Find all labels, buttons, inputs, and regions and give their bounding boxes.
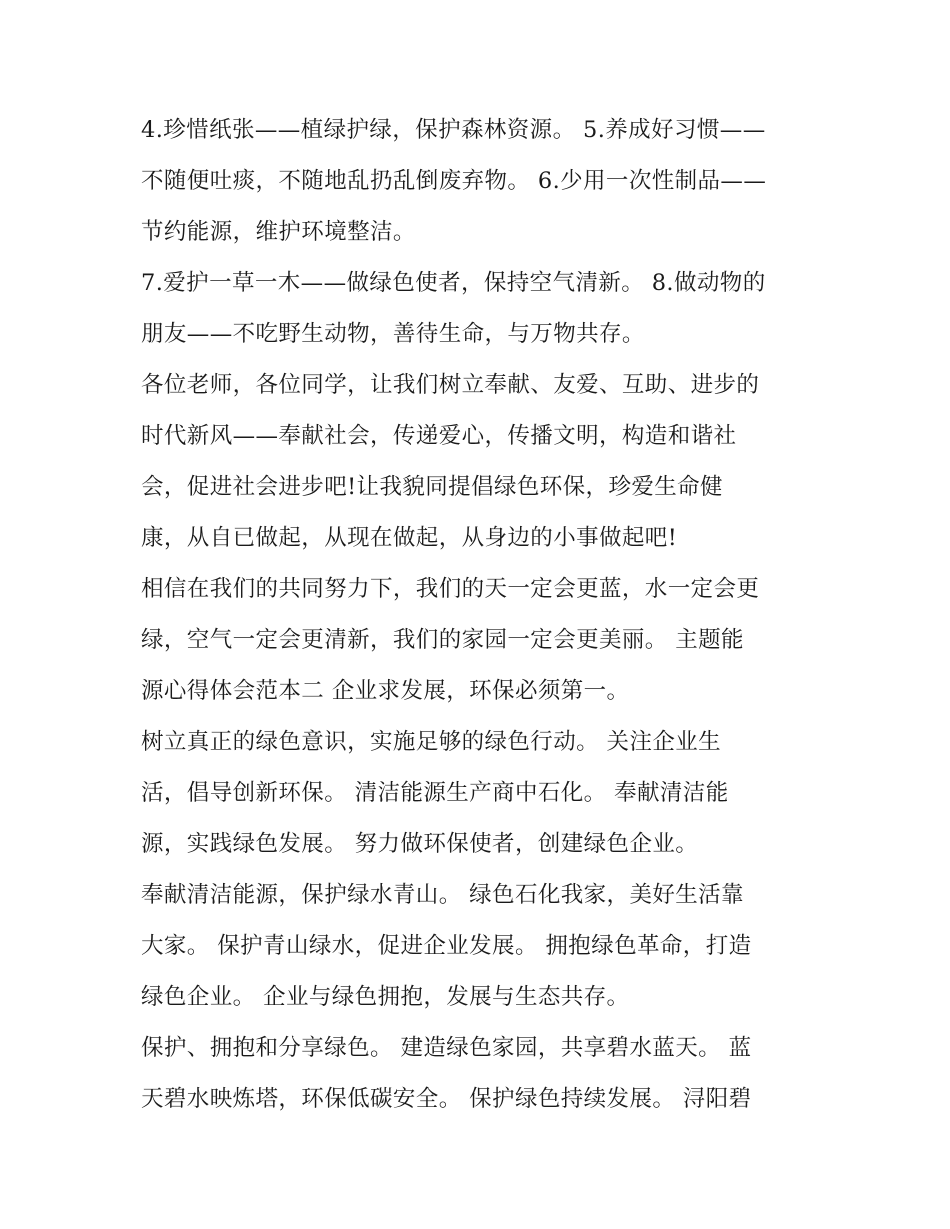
text-line: 保护、拥抱和分享绿色。 建造绿色家园，共享碧水蓝天。 蓝 — [141, 1035, 752, 1061]
text-line: 天碧水映炼塔，环保低碳安全。 保护绿色持续发展。 浔阳碧 — [141, 1086, 752, 1112]
paragraph-3 — [141, 360, 821, 564]
text-line: 相信在我们的共同努力下，我们的天一定会更蓝，水一定会更 — [141, 576, 760, 602]
text-line: 各位老师，各位同学，让我们树立奉献、友爱、互助、进步的 — [141, 372, 760, 398]
text-line: 绿色企业。 企业与绿色拥抱，发展与生态共存。 — [141, 984, 630, 1010]
text-line: 不随便吐痰，不随地乱扔乱倒废弃物。 6.少用一次性制品—— — [141, 168, 767, 194]
text-line: 奉献清洁能源，保护绿水青山。 绿色石化我家，美好生活靠 — [141, 882, 744, 908]
text-line: 会，促进社会进步吧!让我貌同提倡绿色环保，珍爱生命健 — [141, 474, 723, 500]
text-line: 时代新风——奉献社会，传递爱心，传播文明，构造和谐社 — [141, 423, 737, 449]
text-line: 4.珍惜纸张——植绿护绿，保护森林资源。 5.养成好习惯—— — [141, 117, 766, 143]
text-line: 绿，空气一定会更清新，我们的家园一定会更美丽。 主题能 — [141, 627, 744, 653]
text-line: 节约能源，维护环境整洁。 — [141, 219, 416, 245]
paragraph-6 — [141, 870, 821, 1023]
text-line: 源心得体会范本二 企业求发展，环保必须第一。 — [141, 678, 630, 704]
text-line: 大家。 保护青山绿水，促进企业发展。 拥抱绿色革命，打造 — [141, 933, 752, 959]
paragraph-1 — [141, 105, 821, 258]
paragraph-4 — [141, 564, 821, 717]
text-line: 活，倡导创新环保。 清洁能源生产商中石化。 奉献清洁能 — [141, 780, 729, 806]
paragraph-7 — [141, 1023, 821, 1125]
text-line: 树立真正的绿色意识，实施足够的绿色行动。 关注企业生 — [141, 729, 722, 755]
text-line: 朋友——不吃野生动物，善待生命，与万物共存。 — [141, 321, 645, 347]
document-body — [141, 105, 821, 1125]
text-line: 康，从自已做起，从现在做起，从身边的小事做起吧! — [141, 525, 678, 551]
text-line: 7.爱护一草一木——做绿色使者，保持空气清新。 8.做动物的 — [141, 270, 766, 296]
paragraph-2 — [141, 258, 821, 360]
text-line: 源，实践绿色发展。 努力做环保使者，创建绿色企业。 — [141, 831, 699, 857]
paragraph-5 — [141, 717, 821, 870]
